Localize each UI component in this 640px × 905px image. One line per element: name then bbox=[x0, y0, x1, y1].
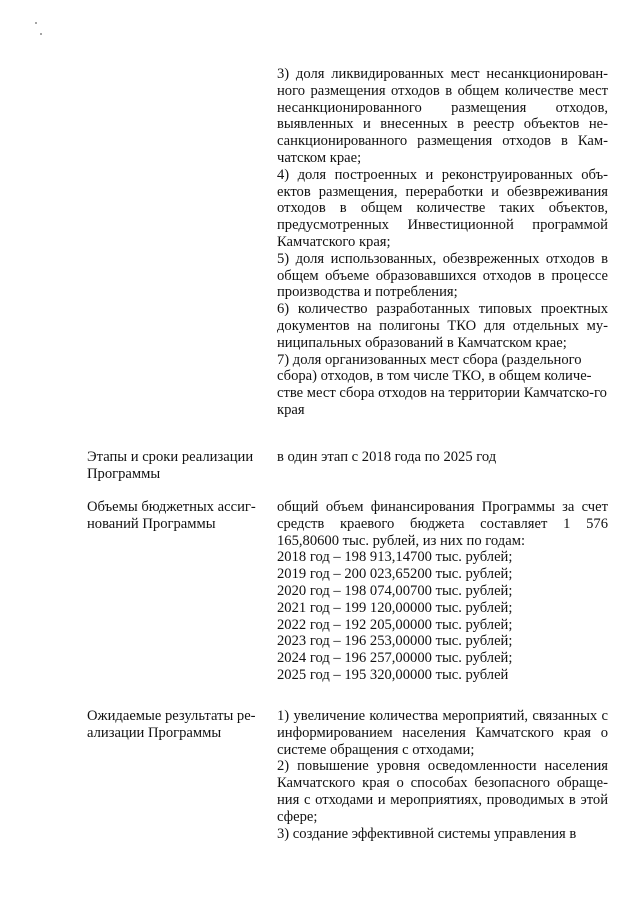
result-item-2: 2) повышение уровня осведомленности населения Камчатского края о способах безопасного обраще-ния с отходами и мероприятиях, проводимых в этой сфере; bbox=[277, 758, 608, 825]
budget-years bbox=[277, 549, 608, 683]
budget-year-2021: 2021 год – 199 120,00000 тыс. рублей; bbox=[277, 599, 513, 616]
page-speck bbox=[35, 22, 37, 24]
page-speck bbox=[40, 33, 42, 35]
results-label: Ожидаемые результаты ре-ализации Программы bbox=[87, 708, 256, 741]
target-item-4: 4) доля построенных и реконструированных объ-ектов размещения, переработки и обезвреживания отходов в общем количестве таких объектов, предусмотренных Инвестиционной программой Камчатского края; bbox=[277, 166, 608, 250]
budget-year-2020: 2020 год – 198 074,00700 тыс. рублей; bbox=[277, 582, 513, 599]
budget-intro: общий объем финансирования Программы за счет средств краевого бюджета составляет 1 576 165,80600 тыс. рублей, из них по годам: bbox=[277, 499, 608, 549]
results-value bbox=[277, 708, 608, 842]
budget-year-2019: 2019 год – 200 023,65200 тыс. рублей; bbox=[277, 566, 513, 583]
target-item-6: 6) количество разработанных типовых проектных документов на полигоны ТКО для отдельных му-ниципальных образований в Камчатском крае; bbox=[277, 301, 608, 351]
budget-year-2024: 2024 год – 196 257,00000 тыс. рублей; bbox=[277, 650, 513, 667]
budget-year-2018: 2018 год – 198 913,14700 тыс. рублей; bbox=[277, 549, 513, 566]
budget-year-2023: 2023 год – 196 253,00000 тыс. рублей; bbox=[277, 633, 513, 650]
budget-year-2025: 2025 год – 195 320,00000 тыс. рублей bbox=[277, 666, 509, 683]
target-item-5: 5) доля использованных, обезвреженных отходов в общем объеме образовавшихся отходов в процессе производства и потребления; bbox=[277, 250, 608, 301]
target-item-3: 3) доля ликвидированных мест несанкционирован-ного размещения отходов в общем количестве мест несанкционированного размещения отходов, выявленных и внесенных в реестр объектов не-санкционированного размещения отходов в Кам-чатском крае; bbox=[277, 66, 608, 166]
result-item-1: 1) увеличение количества мероприятий, связанных с информированием населения Камчатского края о системе обращения с отходами; bbox=[277, 708, 608, 758]
budget-label: Объемы бюджетных ассиг-нований Программы bbox=[87, 499, 256, 532]
target-item-7: 7) доля организованных мест сбора (раздельного сбора) отходов, в том числе ТКО, в общем количе-стве мест сбора отходов на территории Камчатско-го края bbox=[277, 351, 607, 418]
result-item-3: 3) создание эффективной системы управления в bbox=[277, 825, 577, 842]
budget-year-2022: 2022 год – 192 205,00000 тыс. рублей; bbox=[277, 616, 513, 633]
stages-label: Этапы и сроки реализации Программы bbox=[87, 449, 254, 482]
stages-value: в один этап с 2018 года по 2025 год bbox=[277, 449, 497, 465]
targets-list bbox=[277, 66, 608, 419]
budget-value bbox=[277, 499, 608, 684]
